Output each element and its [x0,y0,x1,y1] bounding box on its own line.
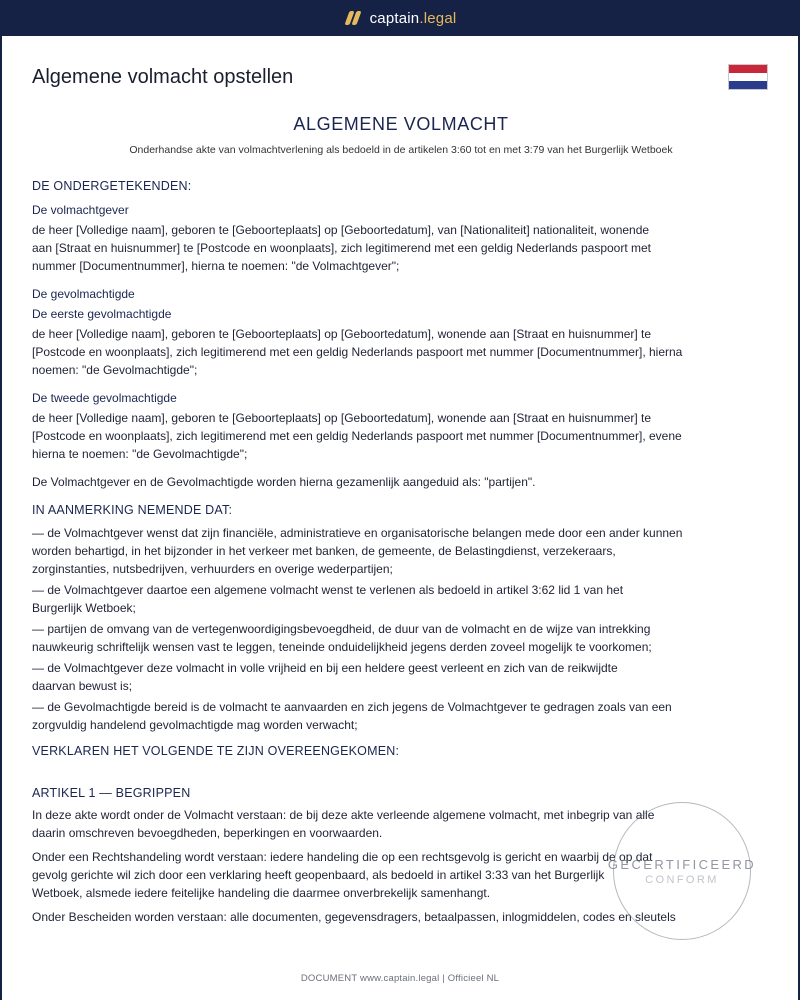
brand-logo[interactable] [344,10,457,27]
article-line: daarin omschreven bevoegdheden, beperkingen en voorwaarden. [32,826,383,840]
consideration-line: zorginstanties, nutsbedrijven, verhuurders en overige wederpartijen; [32,562,393,576]
seal-text-secondary: CONFORM [645,873,719,886]
principal-line: aan [Straat en huisnummer] te [Postcode en woonplaats], zich legitimerend met een geldig Nederlands paspoort met [32,241,652,255]
bottom-fade [2,942,798,968]
second-agent-heading: De tweede gevolmachtigde [32,391,177,405]
undersigned-heading: DE ONDERGETEKENDEN: [32,179,192,193]
seal-text-primary: GECERTIFICEERD [607,856,757,872]
second-agent-line: [Postcode en woonplaats], zich legitimerend met een geldig Nederlands paspoort met nummer [Documentnummer], evene [32,429,682,443]
first-agent-line: [Postcode en woonplaats], zich legitimerend met een geldig Nederlands paspoort met nummer [Documentnummer], hierna [32,345,683,359]
consideration-line: — partijen de omvang van de vertegenwoordigingsbevoegdheid, de duur van de volmacht en de wijze van intrekking [32,622,651,636]
captain-legal-logo-icon [344,10,362,26]
consideration-line: worden behartigd, in het bijzonder in het verkeer met banken, de gemeente, de Belastingdienst, verzekeraars, [32,544,616,558]
brand-name: captain [369,9,420,27]
principal-heading: De volmachtgever [32,203,129,217]
principal-paragraph [32,221,770,275]
brand-extension: .legal [419,9,457,27]
article-line: gevolg gerichte wil zich door een verklaring heeft geopenbaard, als bedoeld in artikel 3:33 van het Burgerlijk [32,868,605,882]
consideration-line: nauwkeurig schriftelijk wensen vast te leggen, teneinde onduidelijkheid jegens derden zoveel mogelijk te voorkomen; [32,640,652,654]
declare-heading: VERKLAREN HET VOLGENDE TE ZIJN OVEREENGEKOMEN: [32,744,400,758]
consideration-line: — de Volmachtgever deze volmacht in volle vrijheid en bij een heldere geest verleent en zich van de reikwijdte [32,661,618,675]
consideration-item [32,524,770,578]
parties-statement: De Volmachtgever en de Gevolmachtigde worden hierna gezamenlijk aangeduid als: "partijen". [32,475,536,489]
consideration-item [32,581,770,617]
first-agent-paragraph [32,325,770,379]
document-subtitle: Onderhandse akte van volmachtverlening als bedoeld in de artikelen 3:60 tot en met 3:79 van het Burgerlijk Wetboek [129,144,673,156]
document-body [32,110,770,926]
top-bar [0,0,800,36]
certification-seal [607,802,757,940]
second-agent-line: hierna te noemen: "de Gevolmachtigde"; [32,447,248,461]
page-footer: DOCUMENT www.captain.legal | Officieel NL [300,973,500,984]
consideration-line: — de Volmachtgever wenst dat zijn financiële, administratieve en organisatorische belangen mede door een ander kunnen [32,526,683,540]
first-agent-line: noemen: "de Gevolmachtigde"; [32,363,198,377]
page-title: Algemene volmacht opstellen [32,66,294,88]
principal-line: de heer [Volledige naam], geboren te [Geboorteplaats] op [Geboortedatum], van [Nationaliteit] nationaliteit, wonende [32,223,650,237]
consideration-item [32,620,770,656]
consideration-line: — de Volmachtgever daartoe een algemene volmacht wenst te verlenen als bedoeld in artikel 3:62 lid 1 van het [32,583,624,597]
document-sheet [2,36,798,1000]
article-line: Onder Bescheiden worden verstaan: alle documenten, gegevensdragers, betaalpassen, inlogmiddelen, codes en sleutels [32,910,676,924]
consideration-line: daarvan bewust is; [32,679,133,693]
consideration-line: Burgerlijk Wetboek; [32,601,136,615]
document-title: ALGEMENE VOLMACHT [293,114,509,134]
considering-heading: IN AANMERKING NEMENDE DAT: [32,503,233,517]
article-line: Wetboek, alsmede iedere feitelijke handeling die daarmee onverbrekelijk samenhangt. [32,886,491,900]
first-agent-heading: De eerste gevolmachtigde [32,307,172,321]
article-line: Onder een Rechtshandeling wordt verstaan: iedere handeling die op een rechtsgevolg is gericht en waarbij de op dat [32,850,653,864]
agent-heading: De gevolmachtigde [32,287,135,301]
article-1-heading: ARTIKEL 1 — BEGRIPPEN [32,786,191,800]
first-agent-line: de heer [Volledige naam], geboren te [Geboorteplaats] op [Geboortedatum], wonende aan [Straat en huisnummer] te [32,327,652,341]
consideration-line: zorgvuldig handelend gevolmachtigde mag worden verwacht; [32,718,358,732]
article-line: In deze akte wordt onder de Volmacht verstaan: de bij deze akte verleende algemene volmacht, met inbegrip van alle [32,808,655,822]
second-agent-paragraph [32,409,770,463]
netherlands-flag-icon[interactable] [728,64,768,90]
consideration-item [32,698,770,734]
consideration-item [32,659,770,695]
principal-line: nummer [Documentnummer], hierna te noemen: "de Volmachtgever"; [32,259,400,273]
second-agent-line: de heer [Volledige naam], geboren te [Geboorteplaats] op [Geboortedatum], wonende aan [Straat en huisnummer] te [32,411,652,425]
consideration-line: — de Gevolmachtigde bereid is de volmacht te aanvaarden en zich jegens de Volmachtgever te gedragen zoals van een [32,700,672,714]
